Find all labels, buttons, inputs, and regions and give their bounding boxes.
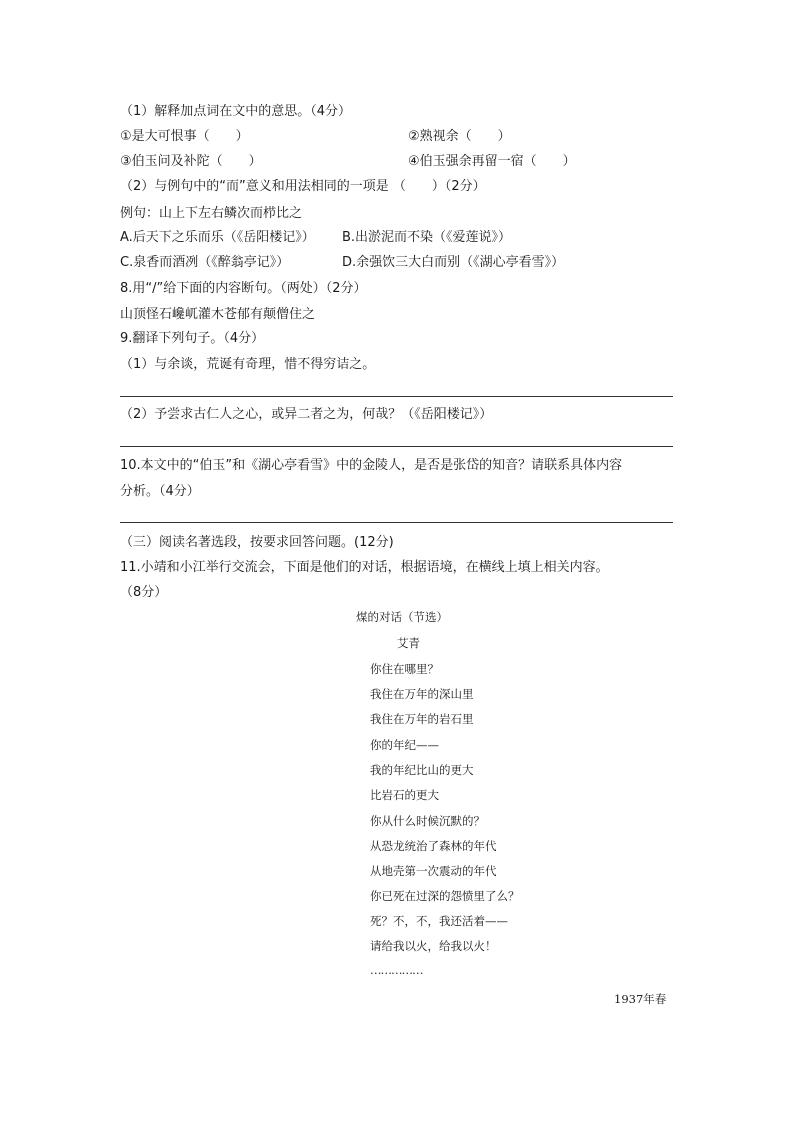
- q7-sub1: （1）解释加点词在文中的意思。（4分）: [120, 104, 352, 119]
- poem-line: 从地壳第一次震动的年代: [370, 864, 497, 878]
- poem-line: 你住在哪里？: [370, 662, 439, 676]
- poem-line: 我住在万年的岩石里: [370, 712, 474, 726]
- poem-line: 我的年纪比山的更大: [370, 763, 474, 777]
- q7-item3: ③伯玉问及补陀（ ）: [120, 154, 262, 169]
- poem-title: 煤的对话（节选）: [356, 610, 448, 624]
- poem-author: 艾青: [397, 636, 420, 650]
- q7-option-c: C.泉香而酒冽（《醉翁亭记》）: [120, 255, 290, 270]
- section-3-title: （三）阅读名著选段，按要求回答问题。(12分): [120, 535, 394, 550]
- q7-option-d: D.余强饮三大白而别（《湖心亭看雪》）: [342, 255, 565, 270]
- poem-line: 你的年纪——: [370, 738, 439, 752]
- poem-line: 我住在万年的深山里: [370, 687, 474, 701]
- poem-line: 死？不，不，我还活着——: [370, 914, 508, 928]
- q8-title: 8.用“/”给下面的内容断句。（两处）（2分）: [120, 281, 367, 296]
- q8-text: 山顶怪石巉屼灌木苍郁有颠僧住之: [120, 307, 316, 322]
- q7-example: 例句：山上下左右鳞次而栉比之: [120, 206, 303, 221]
- q11-line-1: 11.小靖和小江举行交流会，下面是他们的对话，根据语境，在横线上填上相关内容。: [120, 560, 609, 575]
- poem-line: 你从什么时候沉默的？: [370, 814, 485, 828]
- poem-line: 请给我以火，给我以火！: [370, 939, 497, 953]
- answer-line-2: [120, 446, 673, 447]
- poem-line: 从恐龙统治了森林的年代: [370, 839, 497, 853]
- q7-item1: ①是大可恨事（ ）: [120, 129, 249, 144]
- q7-option-a: A.后天下之乐而乐（《岳阳楼记》）: [120, 230, 315, 245]
- q7-sub2: （2）与例句中的“而”意义和用法相同的一项是 （ ）（2分）: [120, 179, 486, 194]
- q11-line-2: （8分）: [120, 585, 168, 600]
- q7-item4: ④伯玉强余再留一宿（ ）: [408, 154, 576, 169]
- q10-line-1: 10.本文中的“伯玉”和《湖心亭看雪》中的金陵人，是否是张岱的知音？请联系具体内容: [120, 458, 623, 473]
- answer-line-1: [120, 396, 673, 397]
- poem-line: 你已死在过深的怨愤里了么？: [370, 889, 520, 903]
- answer-line-3: [120, 522, 673, 523]
- poem-line: 比岩石的更大: [370, 788, 439, 802]
- q10-line-2: 分析。（4分）: [120, 484, 200, 499]
- q9-sentence-1: （1）与余谈，荒诞有奇理，惜不得穷诘之。: [120, 357, 376, 372]
- poem-date: 1937年春: [614, 992, 667, 1006]
- poem-ellipsis: ……………: [370, 963, 423, 977]
- q7-option-b: B.出淤泥而不染（《爱莲说》）: [342, 230, 512, 245]
- q9-sentence-2: （2）予尝求古仁人之心，或异二者之为，何哉？（《岳阳楼记》）: [120, 407, 493, 422]
- q9-title: 9.翻译下列句子。（4分）: [120, 331, 265, 346]
- q7-item2: ②熟视余（ ）: [408, 129, 511, 144]
